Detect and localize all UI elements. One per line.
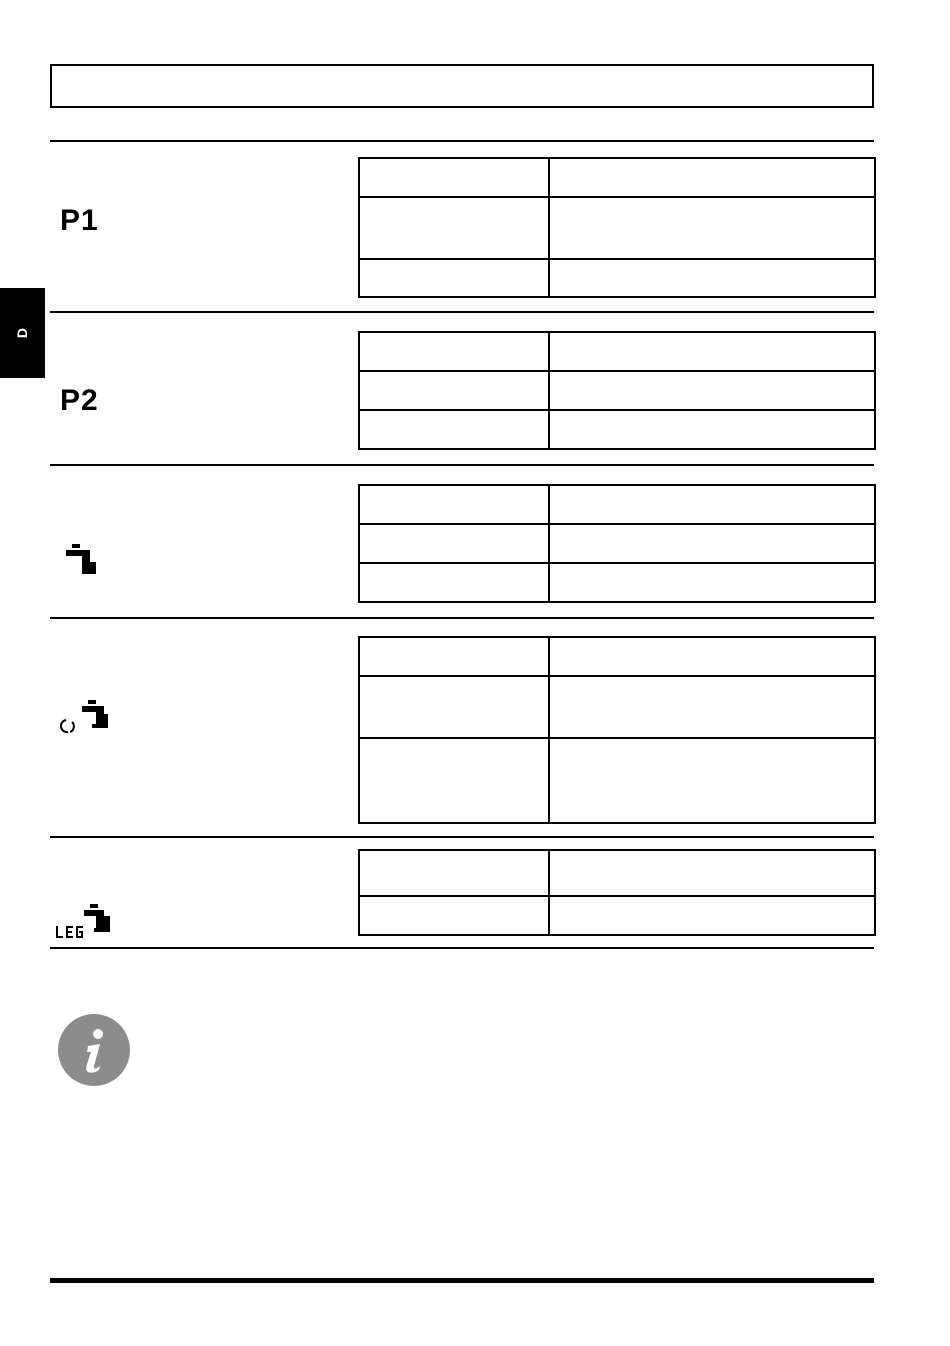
footer-rule — [50, 1278, 874, 1283]
spec-table-legionella — [358, 849, 876, 936]
section-divider — [50, 947, 874, 949]
table-row — [359, 410, 875, 449]
header-box — [50, 64, 874, 108]
section-divider — [50, 836, 874, 838]
table-row — [359, 197, 875, 259]
table-row — [359, 676, 875, 738]
spec-table-p2 — [358, 331, 876, 450]
table-row — [359, 563, 875, 602]
spec-table-circulation — [358, 636, 876, 824]
language-tab-label: D — [14, 327, 31, 339]
tap-icon — [64, 544, 100, 578]
info-icon — [58, 1014, 130, 1086]
spec-table-hot-water — [358, 484, 876, 603]
mode-label-p1: P1 — [60, 204, 99, 237]
table-row — [359, 259, 875, 297]
section-divider — [50, 311, 874, 313]
table-row — [359, 850, 875, 896]
table-row — [359, 332, 875, 371]
table-row — [359, 637, 875, 676]
mode-label-p2: P2 — [60, 384, 99, 417]
section-divider — [50, 617, 874, 619]
table-row — [359, 158, 875, 197]
section-divider — [50, 464, 874, 466]
table-row — [359, 524, 875, 563]
legionella-tap-icon — [56, 904, 112, 940]
table-row — [359, 896, 875, 935]
table-row — [359, 371, 875, 410]
language-tab — [0, 288, 45, 378]
section-divider — [50, 140, 874, 142]
spec-table-p1 — [358, 157, 876, 298]
table-row — [359, 738, 875, 823]
table-row — [359, 485, 875, 524]
circulation-tap-icon — [56, 700, 112, 736]
